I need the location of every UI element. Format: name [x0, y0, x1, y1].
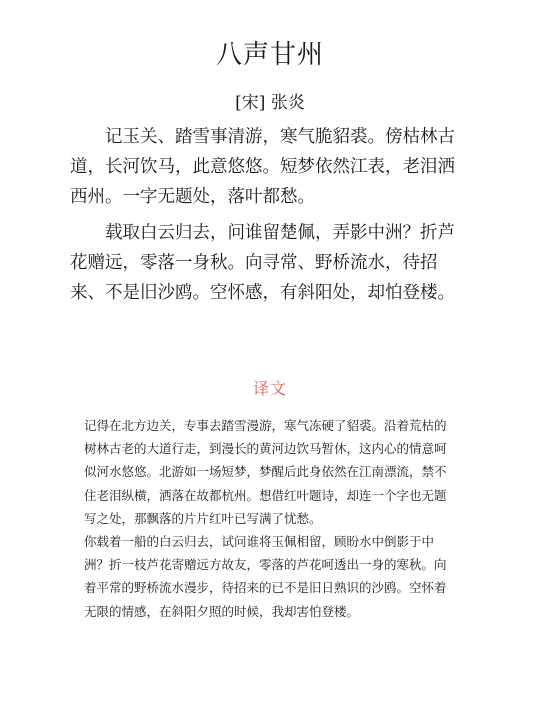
poem-author: [宋] 张炎	[235, 93, 305, 113]
translation-paragraph-2: 你载着一船的白云归去，试问谁将玉佩相留，顾盼水中倒影于中洲？折一枝芦花寄赠远方故友，零落的芦花呵透出一身的寒秋。向着平常的野桥流水漫步，待招来的已不是旧日熟识的沙鸥。空怀着无限的情感，在斜阳夕照的时候，我却害怕登楼。	[84, 534, 447, 619]
poem-body	[70, 122, 470, 314]
poem-stanza-1: 记玉关、踏雪事清游，寒气脆貂裘。傍枯林古道，长河饮马，此意悠悠。短梦依然江表，老泪洒西州。一字无题处，落叶都愁。	[70, 127, 455, 207]
poem-title: 八声甘州	[215, 40, 324, 70]
translation-paragraph-1: 记得在北方边关，专事去踏雪漫游，寒气冻硬了貂裘。沿着荒枯的树林古老的大道行走，到漫长的黄河边饮马暂休，这内心的情意呵似河水悠悠。北游如一场短梦，梦醒后此身依然在江南漂流，禁不住老泪纵横，洒落在故都杭州。想借红叶题诗，却连一个字也无题写之处，那飘落的片片红叶已写满了忧愁。	[84, 418, 447, 526]
poem-stanza-2: 载取白云归去，问谁留楚佩，弄影中洲？折芦花赠远，零落一身秋。向寻常、野桥流水，待招来、不是旧沙鸥。空怀感，有斜阳处，却怕登楼。	[70, 223, 455, 303]
translation-body	[84, 414, 458, 623]
translation-heading: 译文	[252, 379, 287, 398]
